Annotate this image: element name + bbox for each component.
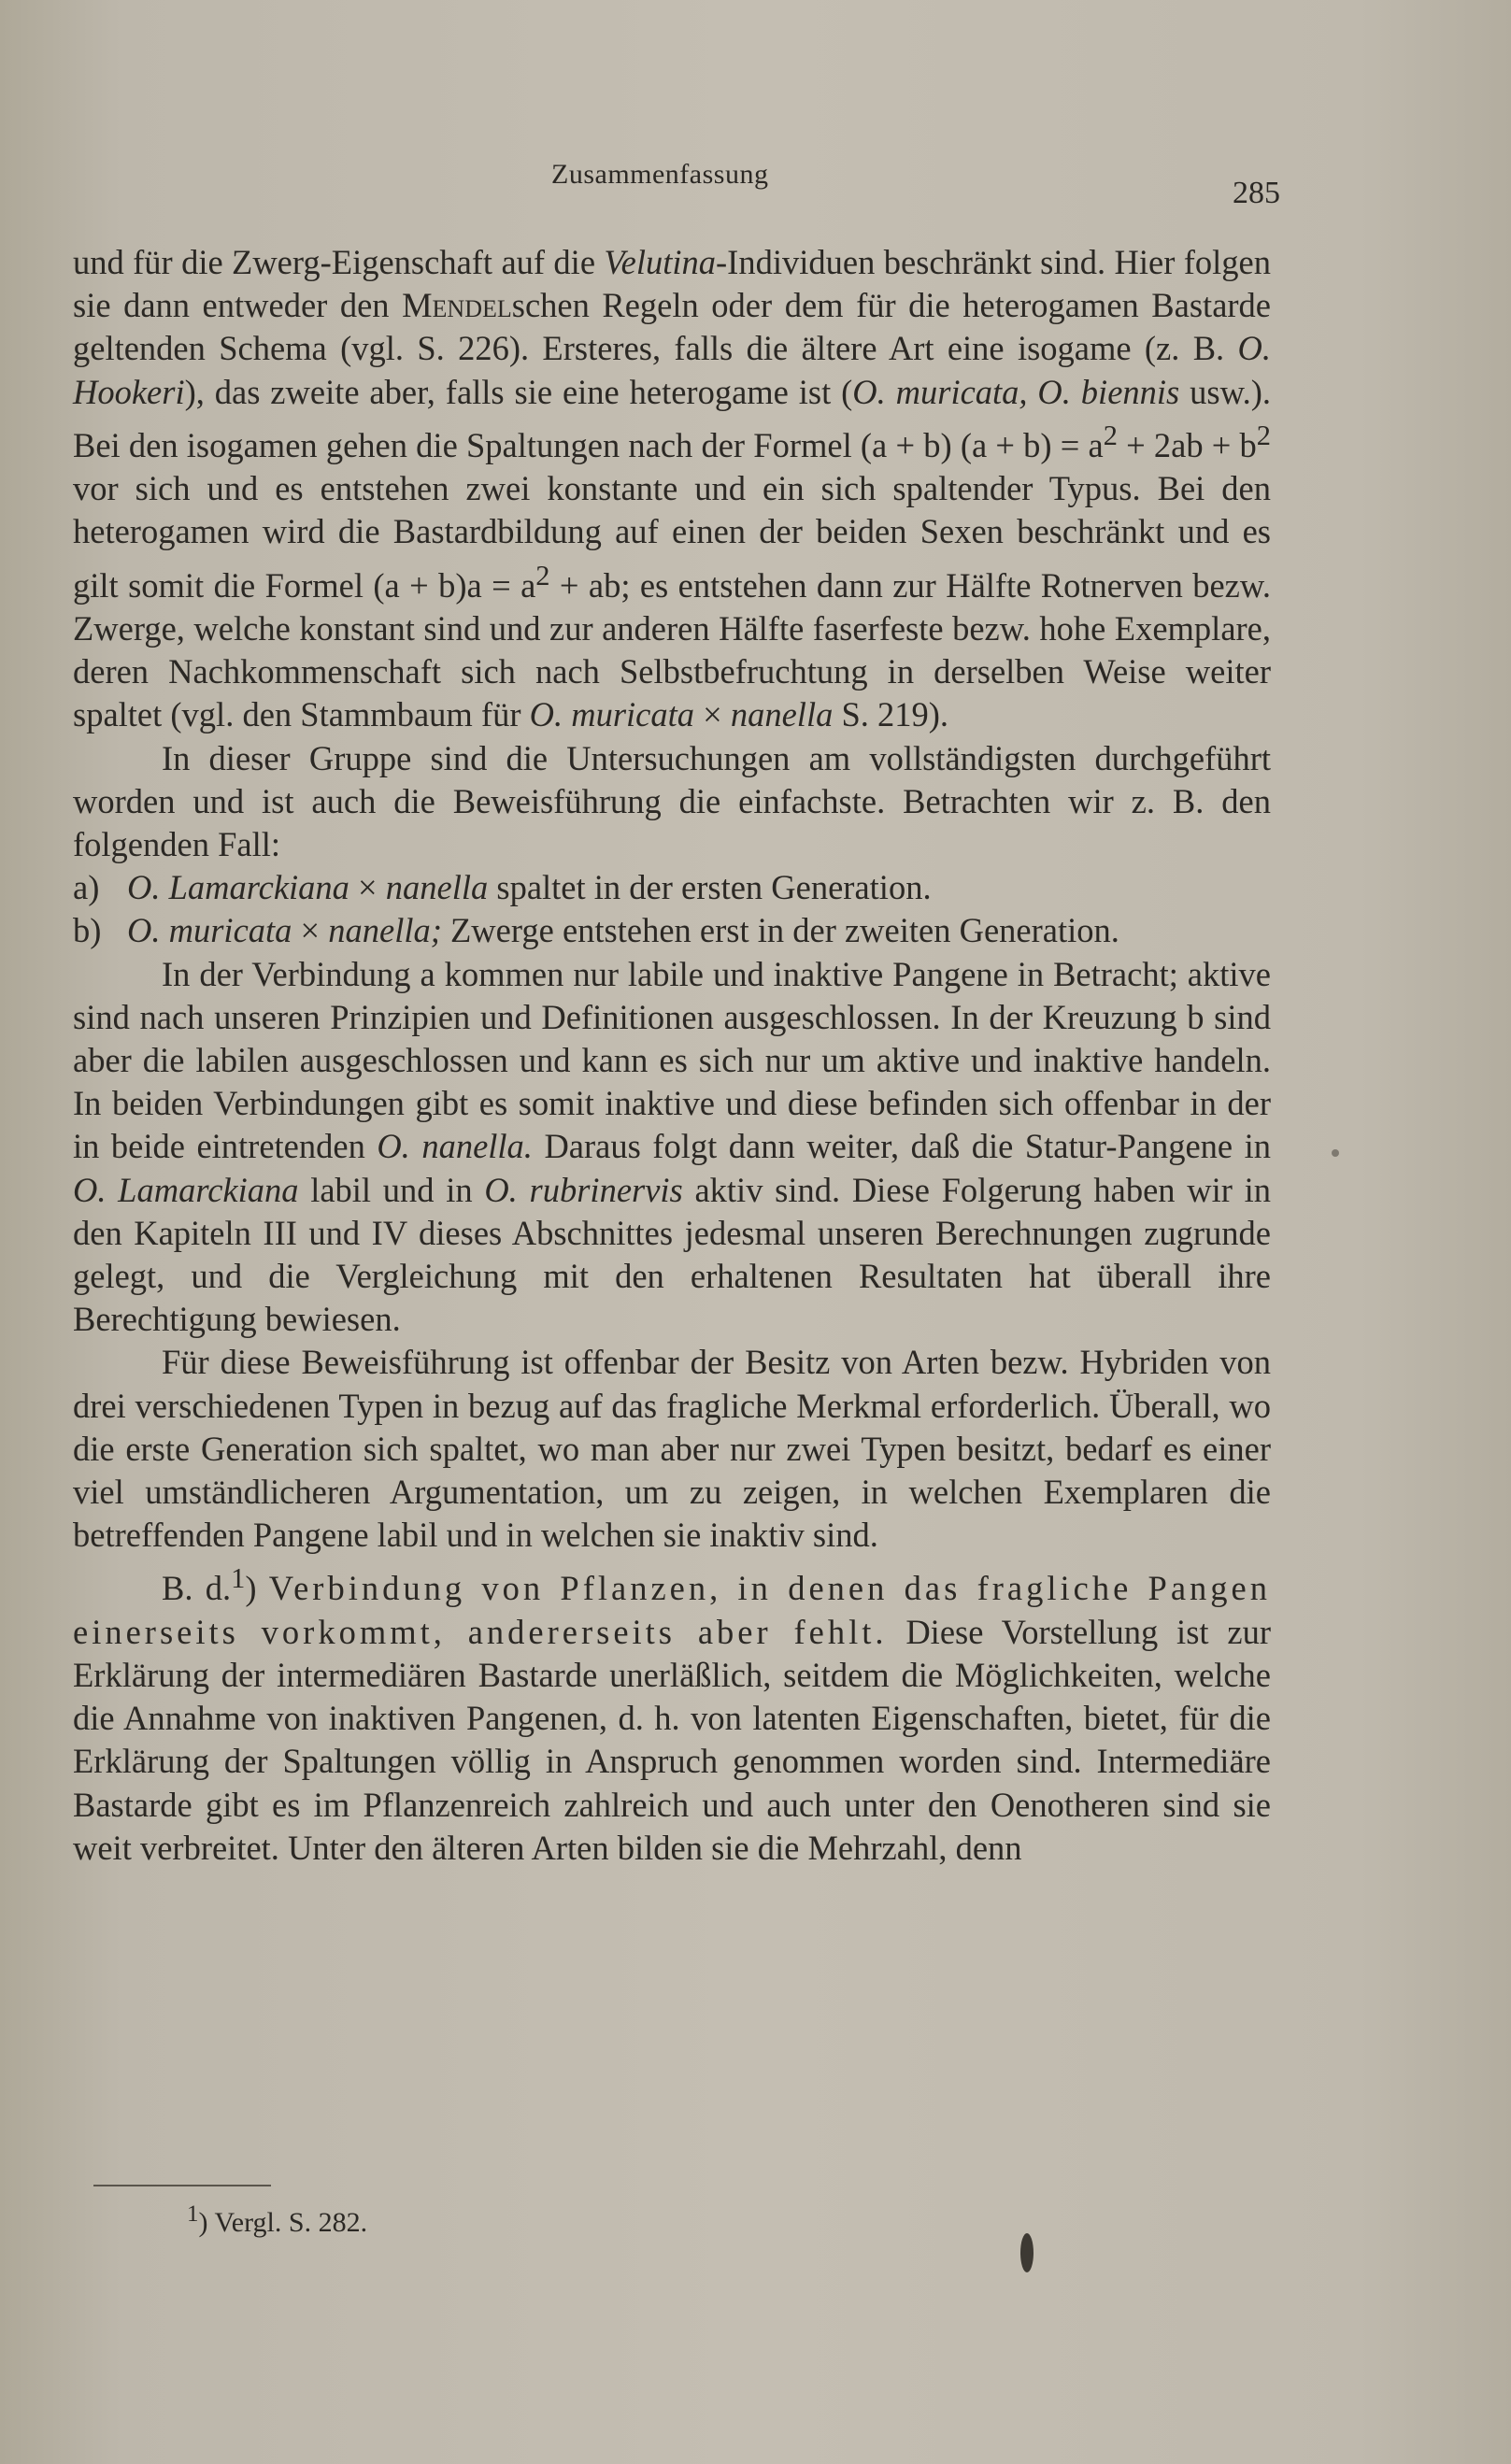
paragraph-3: In der Verbindung a kommen nur labile und inaktive Pangene in Betracht; aktive sind nach unseren Prinzipien und Definitionen ausgeschlossen. In der Kreuzung b sind aber die labilen ausgeschlossen und kann es sich nur um aktive und inaktive handeln. In beiden Verbindungen gibt es somit inaktive und diese befinden sich offenbar in der in beide eintretenden O. nanella. Daraus folgt dann weiter, daß die Statur-Pangene in O. Lamarckiana labil und in O. rubrinervis aktiv sind. Diese Folgerung haben wir in den Kapiteln III und IV dieses Abschnittes jedesmal unseren Berechnungen zugrunde gelegt, und die Vergleichung mit den erhaltenen Resultaten hat überall ihre Berechtigung bewiesen. (73, 954, 1272, 1339)
ink-speck (1020, 2233, 1033, 2272)
ink-speck (1332, 1149, 1339, 1157)
footnote: $^1$) Vergl. S. 282. (187, 2201, 368, 2238)
running-header (75, 159, 1280, 210)
footnote-rule (93, 2185, 271, 2186)
paragraph-5: B. d.$^1$) Verbindung von Pflanzen, in denen das fragliche Pangen einerseits vorkommt, andererseits aber fehlt. Diese Vorstellung ist zur Erklärung der intermediären Bastarde unerläßlich, seitdem die Möglichkeiten, welche die Annahme von inaktiven Pangenen, d. h. von latenten Eigenschaften, bietet, für die Erklärung der Spaltungen völlig in Anspruch genommen worden sind. Intermediäre Bastarde gibt es im Pflanzenreich zahlreich und auch unter den Oenotheren sind sie weit verbreitet. Unter den älteren Arten bilden sie die Mehrzahl, denn (73, 1562, 1271, 1867)
paragraph-1: und für die Zwerg-Eigenschaft auf die Velutina-Individuen beschränkt sind. Hier folgen sie dann entweder den Mendelschen Regeln oder dem für die heterogamen Bastarde geltenden Schema (vgl. S. 226). Ersteres, falls die ältere Art eine isogame (z. B. O. Hookeri), das zweite aber, falls sie eine heterogame ist (O. muricata, O. biennis usw.). Bei den isogamen gehen die Spaltungen nach der Formel (a + b) $(a + b) = a^2 + 2ab + b^2$ vor sich und es entstehen zwei konstante und ein sich spaltender Typus. Bei den heterogamen wird die Bastardbildung auf einen der beiden Sexen beschränkt und es gilt somit die Formel $(a + b)a = a^2$ + ab; es entstehen dann zur Hälfte Rotnerven bezw. Zwerge, welche konstant sind und zur anderen Hälfte faserfeste bezw. hohe Exemplare, deren Nachkommenschaft sich nach Selbstbefruchtung in derselben Weise weiter spaltet (vgl. den Stammbaum für O. muricata × nanella S. 219). (73, 243, 1272, 734)
paragraph-4: Für diese Beweisführung ist offenbar der Besitz von Arten bezw. Hybriden von drei verschiedenen Typen in bezug auf das fragliche Merkmal erforderlich. Überall, wo die erste Generation sich spaltet, wo man aber nur zwei Typen besitzt, bedarf es einer viel umständlicheren Argumentation, um zu zeigen, in welchen Exemplaren die betreffenden Pangene labil und in welchen sie inaktiv sind. (73, 1343, 1271, 1555)
list-item-b: b) O. muricata × nanella; Zwerge entstehen erst in der zweiten Generation. (73, 911, 1119, 950)
running-head-title: Zusammenfassung (551, 159, 769, 190)
main-text (73, 241, 1271, 1870)
section-heading-spaced: Verbindung von Pflanzen, in denen das fragliche Pangen einerseits vorkommt, andererseits aber fehlt. (73, 1569, 1271, 1651)
paragraph-2: In dieser Gruppe sind die Untersuchungen am vollständigsten durchgeführt worden und ist auch die Beweisführung die einfachste. Betrachten wir z. B. den folgenden Fall: (73, 738, 1271, 863)
list-item-a: a) O. Lamarckiana × nanella spaltet in der ersten Generation. (73, 868, 932, 907)
page-number: 285 (1233, 176, 1280, 210)
